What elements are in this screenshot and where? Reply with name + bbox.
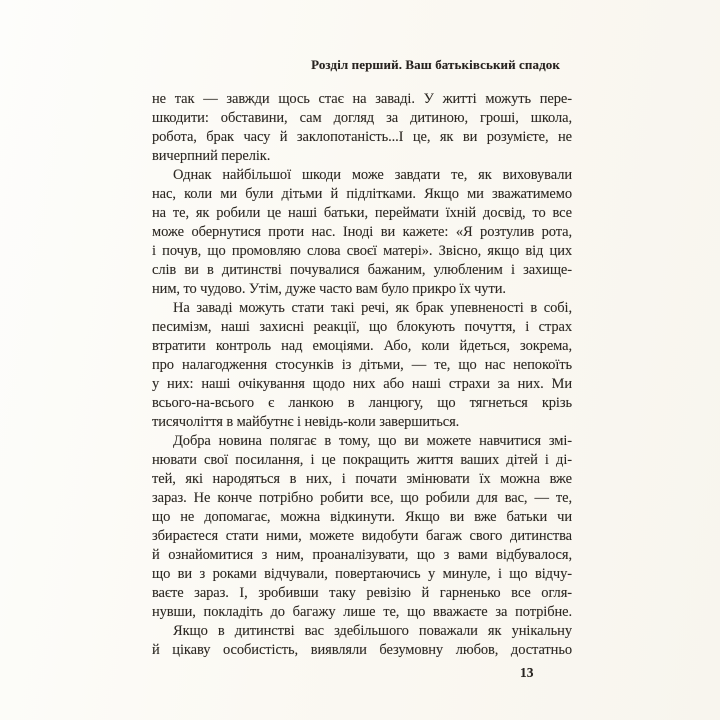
text-line: що ви з роками відчували, повертаючись у минуле, і що відчу- (152, 566, 572, 582)
running-header: Розділ перший. Ваш батьківський спадок (311, 57, 560, 72)
page-number: 13 (520, 665, 534, 680)
text-line: у них: наші очікування щодо них або наші страхи за них. Ми (152, 376, 572, 392)
text-line: Якщо в дитинстві вас здебільшого поважали як унікальну (173, 623, 572, 639)
text-line: тей, які народяться в них, і почати змінювати їх можна вже (152, 471, 572, 487)
text-line: не так — завжди щось стає на заваді. У житті можуть пере- (152, 91, 572, 107)
text-line: збираєтеся стати ними, можете видобути багаж свого дитинства (152, 528, 572, 544)
text-line: ваєте зараз. І, зробивши таку ревізію й гарненько все огля- (152, 585, 572, 601)
text-block (152, 90, 572, 660)
text-line: нювати свої посилання, і це покращить життя ваших дітей і ді- (152, 452, 572, 468)
text-line: Однак найбільшої шкоди може завдати те, як виховували (173, 167, 572, 183)
text-line: слів ви в дитинстві почувалися бажаним, улюбленим і захище- (152, 262, 572, 278)
text-line: На заваді можуть стати такі речі, як брак упевненості в собі, (173, 300, 572, 316)
text-line: нувши, покладіть до багажу лише те, що вважаєте за потрібне. (152, 604, 572, 620)
text-line: що не допомагає, можна відкинути. Якщо ви вже батьки чи (152, 509, 572, 525)
paragraph (152, 166, 572, 299)
text-line: тисячоліття в майбутнє і невідь-коли завершиться. (152, 414, 460, 430)
text-line: може обернутися проти нас. Іноді ви кажете: «Я розтулив рота, (152, 224, 572, 240)
text-line: на те, як робили це наші батьки, переймати їхній досвід, то все (152, 205, 572, 221)
paragraph (152, 90, 572, 166)
text-line: зараз. Не конче потрібно робити все, що робили для вас, — те, (152, 490, 572, 506)
text-line: вичерпний перелік. (152, 148, 271, 164)
text-line: і почув, що промовляю слова своєї матері». Звісно, якщо від цих (152, 243, 572, 259)
text-line: про налагодження стосунків із дітьми, — те, що нас непокоїть (152, 357, 572, 373)
paragraph (152, 622, 572, 660)
paragraph (152, 299, 572, 432)
text-line: втратити контроль над емоціями. Або, коли йдеться, зокрема, (152, 338, 572, 354)
text-line: робота, брак часу й заклопотаність...І це, як ви розумієте, не (152, 129, 572, 145)
text-line: нас, коли ми були дітьми й підлітками. Якщо ми зважатимемо (152, 186, 572, 202)
text-line: всього-на-всього є ланкою в ланцюгу, що тягнеться крізь (152, 395, 572, 411)
text-line: й ознайомитися з ним, проаналізувати, що з вами відбувалося, (152, 547, 572, 563)
text-line: ним, то чудово. Утім, дуже часто вам було прикро їх чути. (152, 281, 506, 297)
text-line: й цікаву особистість, виявляли безумовну любов, достатньо (152, 642, 572, 658)
text-line: шкодити: обставини, сам догляд за дитиною, гроші, школа, (152, 110, 572, 126)
paragraph (152, 432, 572, 622)
text-line: Добра новина полягає в тому, що ви можете навчитися змі- (173, 433, 572, 449)
text-line: песимізм, наші захисні реакції, що блокують почуття, і страх (152, 319, 572, 335)
